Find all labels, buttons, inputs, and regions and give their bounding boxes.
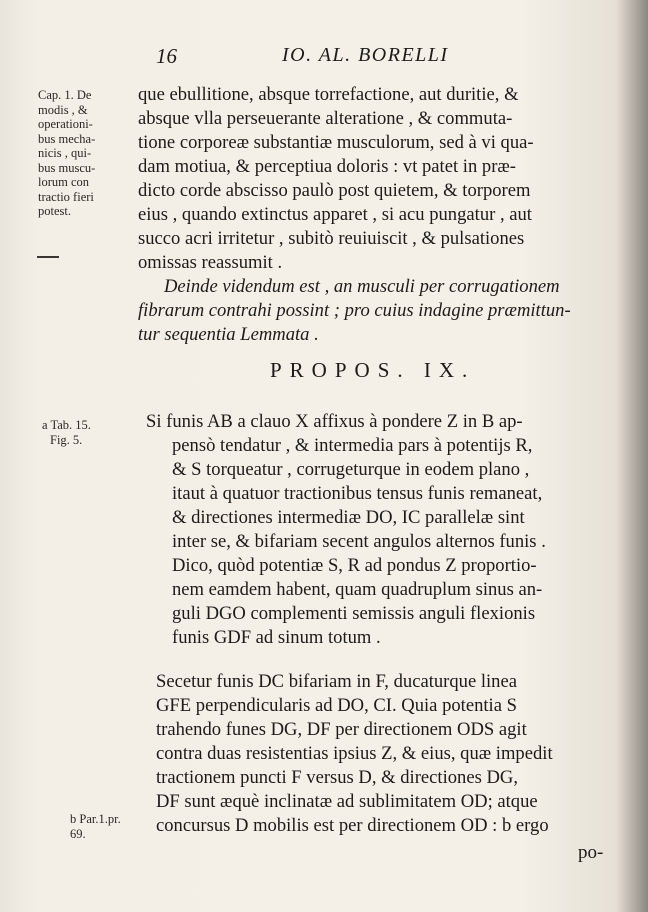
text-line: trahendo funes DG, DF per directionem ODS agit <box>156 719 527 740</box>
page-number: 16 <box>156 44 177 68</box>
text-line: omissas reassumit . <box>138 252 283 273</box>
text-line: que ebullitione, absque torrefactione, aut duritie, & <box>138 84 519 105</box>
text-line: Si funis AB a clauo X affixus à pondere Z in B ap- <box>146 411 523 432</box>
text-line: & S torqueatur , corrugeturque in eodem plano , <box>172 459 530 480</box>
margin-note-line: modis , & <box>38 102 88 117</box>
text-line: pensò tendatur , & intermedia pars à potentijs R, <box>172 435 533 456</box>
text-line: nem eamdem habent, quam quadruplum sinus an- <box>172 579 543 600</box>
text-line: & directiones intermediæ DO, IC parallelæ sint <box>172 507 525 528</box>
text-line: inter se, & bifariam secent angulos alternos funis . <box>172 531 546 552</box>
proposition-title: PROPOS. IX. <box>270 358 476 382</box>
text-line: Deinde videndum est , an musculi per corrugationem <box>164 276 560 297</box>
margin-note-chapter <box>38 88 95 219</box>
margin-note-line: bus mecha- <box>38 131 96 146</box>
text-line: dam motiua, & perceptiua doloris : vt patet in præ- <box>138 156 516 177</box>
margin-note-line: Fig. 5. <box>50 432 83 447</box>
text-line: fibrarum contrahi possint ; pro cuius indagine præmittun- <box>138 300 571 321</box>
page-header <box>0 44 648 70</box>
margin-note-line: bus muscu- <box>38 160 96 175</box>
text-line: succo acri irritetur , subitò reuiuiscit , & pulsationes <box>138 228 525 249</box>
text-line: absque vlla perseuerante alteratione , & commuta- <box>138 108 513 129</box>
margin-note-line: a Tab. 15. <box>42 418 91 432</box>
text-line: Secetur funis DC bifariam in F, ducaturque linea <box>156 671 517 692</box>
text-line: funis GDF ad sinum totum . <box>172 627 381 648</box>
catchword: po- <box>578 842 604 863</box>
margin-note-line: operationi- <box>38 117 93 131</box>
text-line: dicto corde abscisso paulò post quietem, & torporem <box>138 180 531 201</box>
text-line: tur sequentia Lemmata . <box>138 324 319 345</box>
text-line: eius , quando extinctus apparet , si acu pungatur , aut <box>138 204 532 225</box>
text-line: guli DGO complementi semissis anguli flexionis <box>172 603 536 624</box>
text-line: itaut à quatuor tractionibus tensus funis remaneat, <box>172 483 543 504</box>
text-line: tractionem puncti F versus D, & directiones DG, <box>156 767 518 788</box>
margin-note-line: potest. <box>38 204 71 218</box>
margin-note-reference <box>70 812 121 841</box>
text-line: GFE perpendicularis ad DO, CI. Quia potentia S <box>156 695 517 716</box>
text-line: concursus D mobilis est per directionem OD : b ergo <box>156 815 549 836</box>
text-line: DF sunt æquè inclinatæ ad sublimitatem OD; atque <box>156 791 538 812</box>
running-title: IO. AL. BORELLI <box>282 44 449 66</box>
margin-note-line: Cap. 1. De <box>38 88 92 102</box>
text-line: contra duas resistentias ipsius Z, & eius, quæ impedit <box>156 743 553 764</box>
margin-note-line: lorum con <box>38 175 90 189</box>
margin-note-figure-ref <box>42 418 91 447</box>
margin-note-line: nicis , qui- <box>38 146 92 160</box>
margin-note-line: 69. <box>70 826 86 841</box>
margin-dash <box>37 256 59 258</box>
text-line: tione corporeæ substantiæ musculorum, sed à vi qua- <box>138 132 534 153</box>
margin-note-line: b Par.1.pr. <box>70 812 121 826</box>
text-line: Dico, quòd potentiæ S, R ad pondus Z proportio- <box>172 555 537 576</box>
margin-note-line: tractio fieri <box>38 189 94 204</box>
